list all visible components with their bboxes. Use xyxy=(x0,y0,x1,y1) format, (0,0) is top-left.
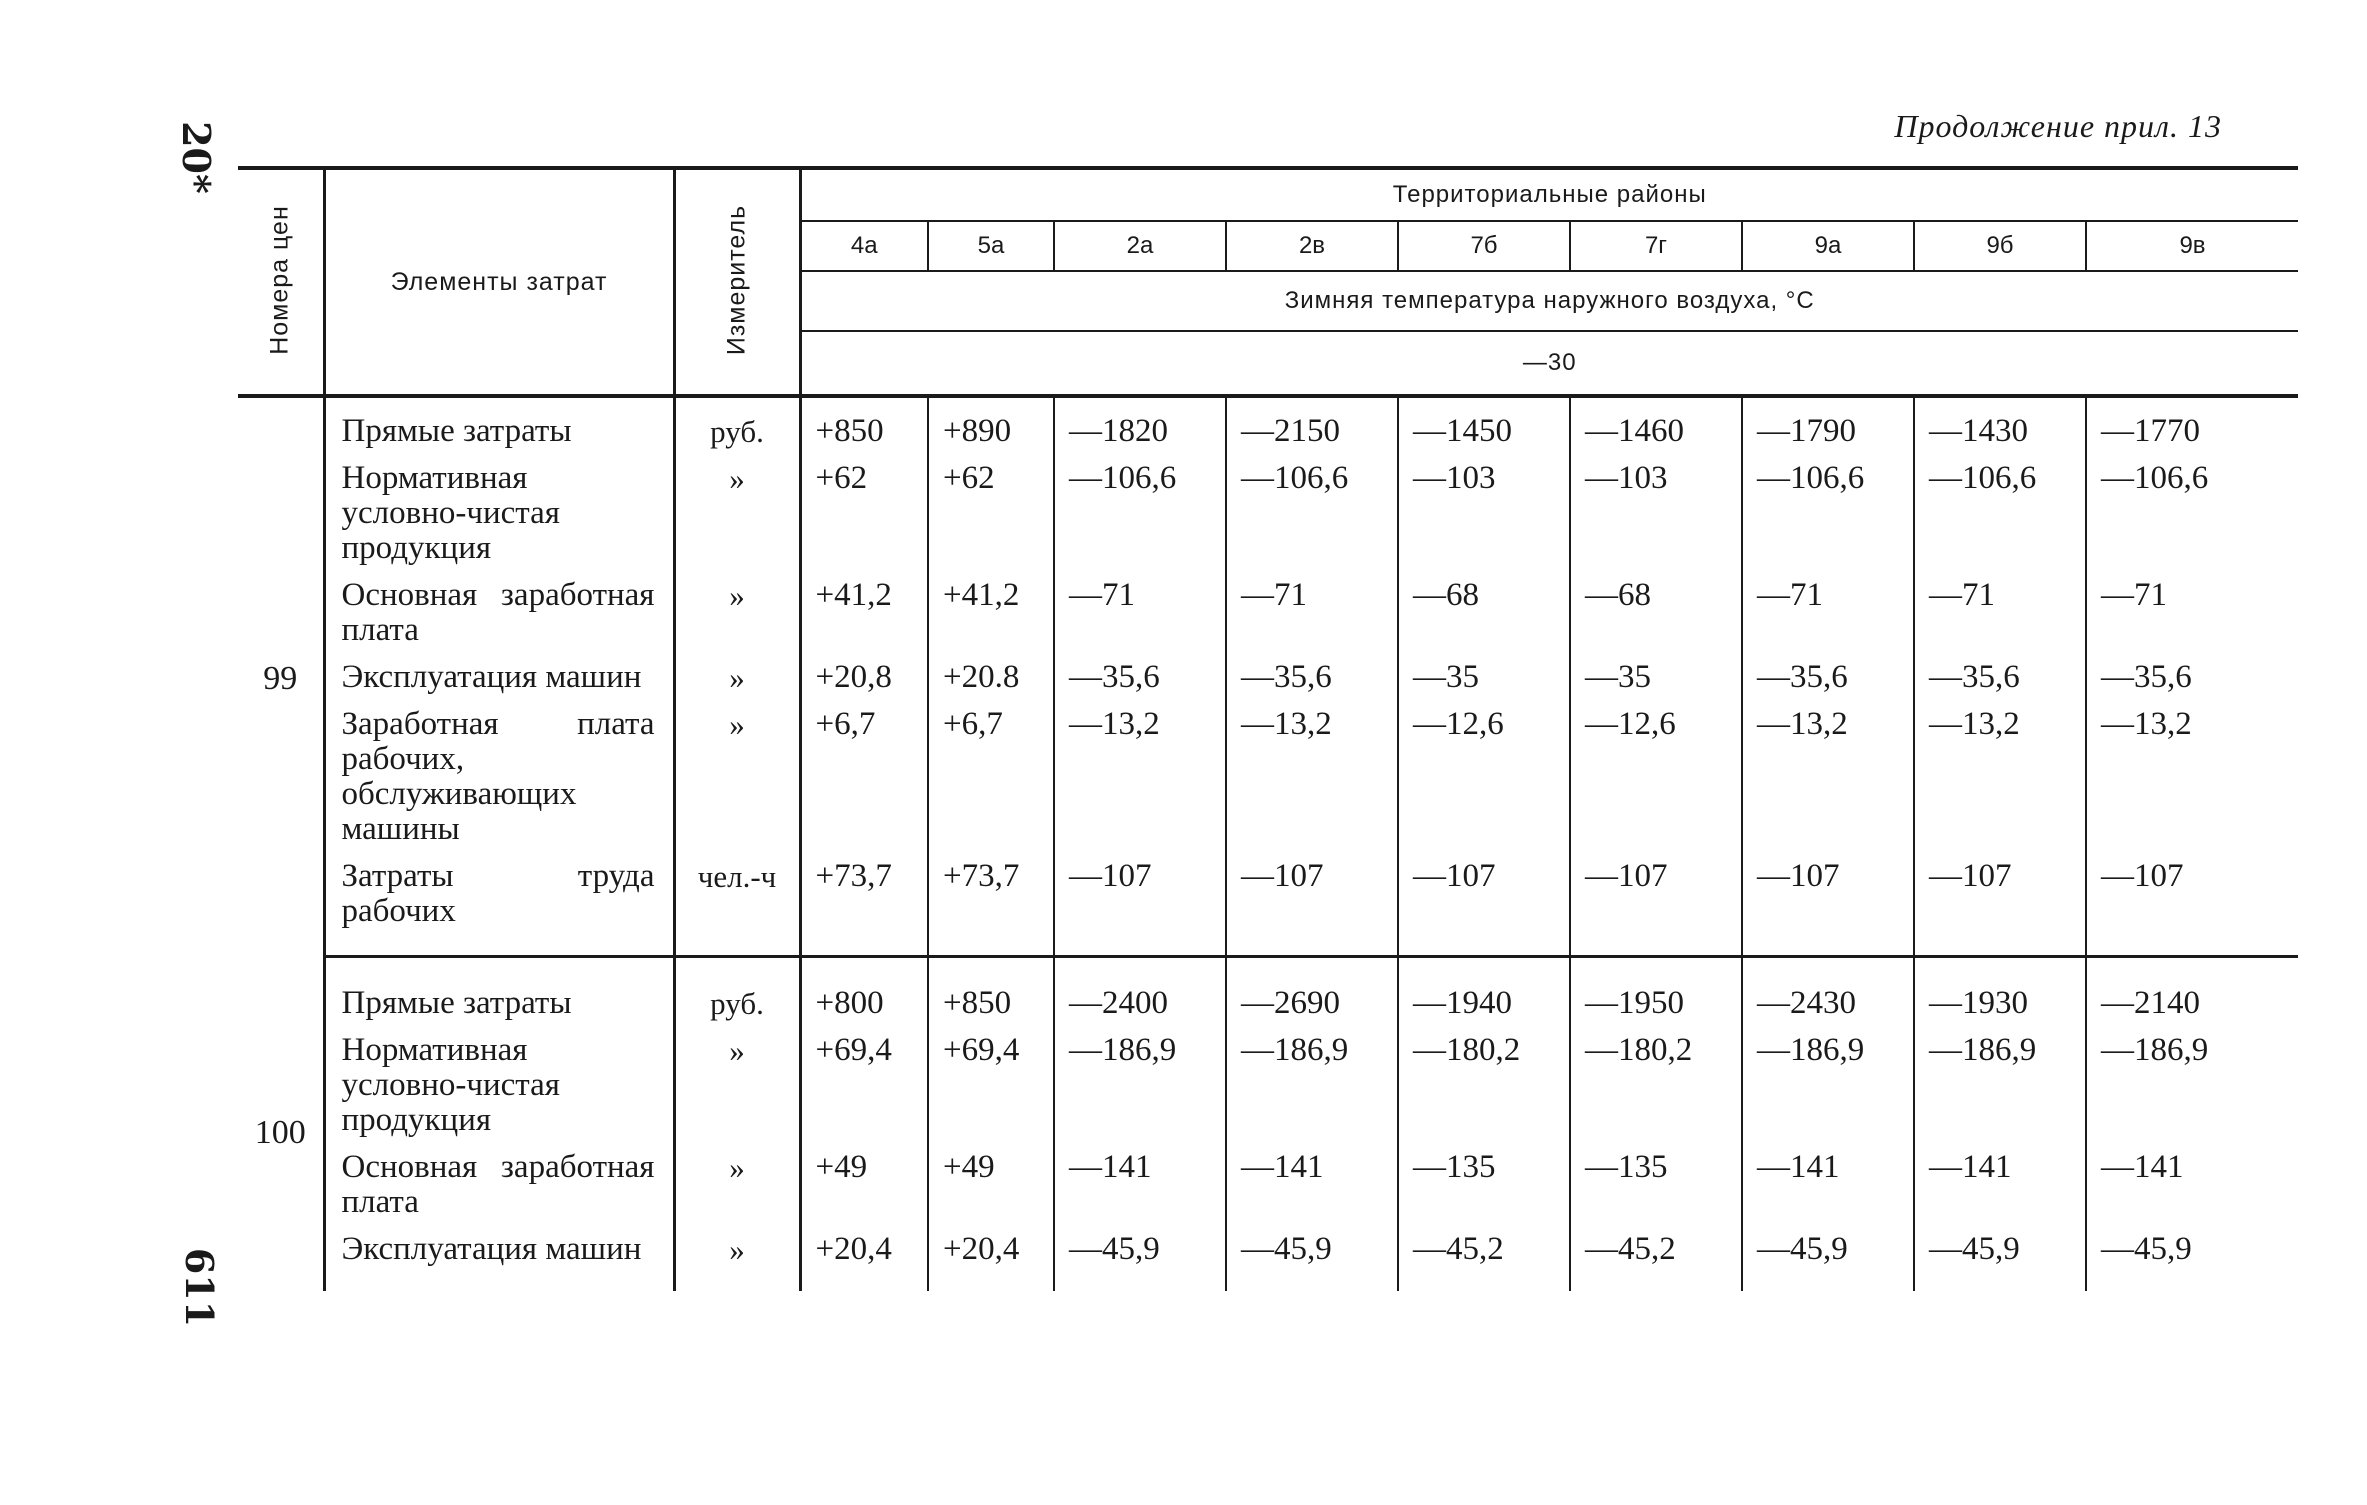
value-cell: —2400 xyxy=(1054,986,1226,1033)
value-cell: —68 xyxy=(1570,578,1742,660)
value-cell: —45,9 xyxy=(1914,1232,2086,1267)
value-cell: —180,2 xyxy=(1398,1033,1570,1150)
value-cell: —186,9 xyxy=(2101,1032,2209,1068)
value-cell: —12,6 xyxy=(1570,707,1742,859)
table-row xyxy=(238,1033,2298,1150)
cost-element: Нормативная условно-чистая продукция xyxy=(324,1033,674,1150)
value-cell: —186,9 xyxy=(1914,1033,2086,1150)
value-cell: —45,9 xyxy=(1054,1232,1226,1267)
page-side-mark-top: 20* xyxy=(173,121,219,194)
value-cell: —186,9 xyxy=(1742,1033,1914,1150)
value-cell: —106,6 xyxy=(1054,461,1226,578)
table-row xyxy=(238,461,2298,578)
value-cell: —35,6 xyxy=(1914,660,2086,707)
value-cell: —1940 xyxy=(1398,986,1570,1033)
value-cell: —2690 xyxy=(1226,986,1398,1033)
region-cell: 7б xyxy=(1398,221,1570,271)
value-cell: —45,9 xyxy=(1742,1232,1914,1267)
value-cell: —71 xyxy=(1914,578,2086,660)
value-cell: +850 xyxy=(800,414,928,461)
value-cell: +6,7 xyxy=(800,707,928,859)
cost-element: Прямые затраты xyxy=(324,986,674,1033)
unit: » xyxy=(674,578,800,660)
table-row xyxy=(238,578,2298,660)
value-cell: —2140 xyxy=(2101,985,2200,1021)
value-cell: —107 xyxy=(1226,859,1398,929)
header-number-col xyxy=(238,168,324,396)
value-cell: —13,2 xyxy=(1742,707,1914,859)
cost-element: Нормативная условно-чистая продукция xyxy=(324,461,674,578)
value-cell: +62 xyxy=(800,461,928,578)
value-cell: —35 xyxy=(1570,660,1742,707)
table-row xyxy=(238,986,2298,1033)
value-cell: —45,2 xyxy=(1398,1232,1570,1267)
value-cell: —1820 xyxy=(1054,414,1226,461)
header-temperature-label: Зимняя температура наружного воздуха, °С xyxy=(800,271,2298,331)
value-cell: —141 xyxy=(1914,1150,2086,1232)
region-cell: 4а xyxy=(800,221,928,271)
value-cell: —45,9 xyxy=(2101,1231,2192,1267)
unit: чел.-ч xyxy=(674,859,800,929)
header-unit-col xyxy=(674,168,800,396)
value-cell: +850 xyxy=(928,986,1054,1033)
value-cell: —2430 xyxy=(1742,986,1914,1033)
cost-element: Затраты труда рабочих xyxy=(324,859,674,929)
value-cell: +69,4 xyxy=(800,1033,928,1150)
value-cell: —13,2 xyxy=(1914,707,2086,859)
value-cell: —1790 xyxy=(1742,414,1914,461)
unit: » xyxy=(674,1232,800,1267)
value-cell: —71 xyxy=(2101,577,2167,613)
value-cell: —13,2 xyxy=(1054,707,1226,859)
table-row xyxy=(238,1232,2298,1267)
value-cell: —186,9 xyxy=(1226,1033,1398,1150)
unit: руб. xyxy=(674,414,800,461)
value-cell: +62 xyxy=(928,461,1054,578)
price-number: 100 xyxy=(238,986,324,1291)
unit: » xyxy=(674,707,800,859)
value-cell: —106,6 xyxy=(1914,461,2086,578)
value-cell: —107 xyxy=(1570,859,1742,929)
value-cell: —180,2 xyxy=(1570,1033,1742,1150)
value-cell: —35,6 xyxy=(1054,660,1226,707)
group-gap xyxy=(238,957,2298,971)
value-cell: —71 xyxy=(1054,578,1226,660)
value-cell: —13,2 xyxy=(2101,706,2192,742)
value-cell: +69,4 xyxy=(928,1033,1054,1150)
value-cell: +41,2 xyxy=(928,578,1054,660)
unit: руб. xyxy=(674,986,800,1033)
region-cell: 5а xyxy=(928,221,1054,271)
value-cell: —71 xyxy=(1226,578,1398,660)
value-cell: —103 xyxy=(1570,461,1742,578)
table-row xyxy=(238,414,2298,461)
value-cell: —135 xyxy=(1398,1150,1570,1232)
unit: » xyxy=(674,660,800,707)
cost-element: Заработная плата рабочих, обслуживающих машины xyxy=(324,707,674,859)
value-cell: —106,6 xyxy=(2101,460,2209,496)
table-row xyxy=(238,859,2298,929)
group-end xyxy=(238,1267,2298,1291)
region-cell: 9б xyxy=(1914,221,2086,271)
value-cell: —106,6 xyxy=(1226,461,1398,578)
value-cell: —2150 xyxy=(1226,414,1398,461)
table-row xyxy=(238,1150,2298,1232)
header-territorial: Территориальные районы xyxy=(800,168,2298,221)
value-cell: +6,7 xyxy=(928,707,1054,859)
cost-element: Основная заработная плата xyxy=(324,1150,674,1232)
value-cell: +41,2 xyxy=(800,578,928,660)
value-cell: —1930 xyxy=(1914,986,2086,1033)
value-cell: —12,6 xyxy=(1398,707,1570,859)
value-cell: —1460 xyxy=(1570,414,1742,461)
value-cell: —35 xyxy=(1398,660,1570,707)
region-cell: 7г xyxy=(1570,221,1742,271)
unit: » xyxy=(674,461,800,578)
value-cell: —45,2 xyxy=(1570,1232,1742,1267)
value-cell: +73,7 xyxy=(928,859,1054,929)
value-cell: —107 xyxy=(1398,859,1570,929)
cost-element: Эксплуатация машин xyxy=(324,660,674,707)
value-cell: —141 xyxy=(2101,1149,2184,1185)
value-cell: —135 xyxy=(1570,1150,1742,1232)
value-cell: +20,4 xyxy=(928,1232,1054,1267)
cost-element: Прямые затраты xyxy=(324,414,674,461)
value-cell: +73,7 xyxy=(800,859,928,929)
value-cell: —45,9 xyxy=(1226,1232,1398,1267)
cost-element: Основная заработная плата xyxy=(324,578,674,660)
table-row xyxy=(238,660,2298,707)
price-number: 99 xyxy=(238,414,324,957)
value-cell: —107 xyxy=(1914,859,2086,929)
continuation-label: Продолжение прил. 13 xyxy=(1894,108,2222,144)
value-cell: —107 xyxy=(2101,858,2184,894)
value-cell: —103 xyxy=(1398,461,1570,578)
value-cell: +20,4 xyxy=(800,1232,928,1267)
table-body xyxy=(238,396,2298,1291)
value-cell: —1450 xyxy=(1398,414,1570,461)
page-number: 611 xyxy=(177,1247,223,1328)
value-cell: —35,6 xyxy=(1742,660,1914,707)
value-cell: —141 xyxy=(1054,1150,1226,1232)
value-cell: +890 xyxy=(928,414,1054,461)
cost-table xyxy=(238,166,2298,1291)
table-row xyxy=(238,707,2298,859)
header-elements-col: Элементы затрат xyxy=(324,168,674,396)
value-cell: —141 xyxy=(1742,1150,1914,1232)
value-cell: —68 xyxy=(1398,578,1570,660)
header-temperature-value: —30 xyxy=(800,331,2298,396)
value-cell: —35,6 xyxy=(2101,659,2192,695)
value-cell: —13,2 xyxy=(1226,707,1398,859)
region-cell: 9в xyxy=(2086,221,2298,271)
value-cell: +49 xyxy=(928,1150,1054,1232)
region-cell: 2в xyxy=(1226,221,1398,271)
value-cell: +800 xyxy=(800,986,928,1033)
value-cell: —1430 xyxy=(1914,414,2086,461)
value-cell: —141 xyxy=(1226,1150,1398,1232)
value-cell: —1770 xyxy=(2101,413,2200,449)
value-cell: —107 xyxy=(1054,859,1226,929)
group-end xyxy=(238,929,2298,957)
region-cell: 9а xyxy=(1742,221,1914,271)
value-cell: —186,9 xyxy=(1054,1033,1226,1150)
value-cell: +20.8 xyxy=(928,660,1054,707)
group-padding xyxy=(238,970,2298,986)
header-number-label: Номера цен xyxy=(265,205,294,355)
value-cell: —107 xyxy=(1742,859,1914,929)
unit: » xyxy=(674,1150,800,1232)
group-padding xyxy=(238,396,2298,414)
value-cell: —35,6 xyxy=(1226,660,1398,707)
value-cell: +49 xyxy=(800,1150,928,1232)
cost-element: Эксплуатация машин xyxy=(324,1232,674,1267)
value-cell: —71 xyxy=(1742,578,1914,660)
header-unit-label: Измеритель xyxy=(722,204,751,356)
value-cell: —106,6 xyxy=(1742,461,1914,578)
value-cell: —1950 xyxy=(1570,986,1742,1033)
unit: » xyxy=(674,1033,800,1150)
region-cell: 2а xyxy=(1054,221,1226,271)
value-cell: +20,8 xyxy=(800,660,928,707)
table-header xyxy=(238,168,2298,396)
